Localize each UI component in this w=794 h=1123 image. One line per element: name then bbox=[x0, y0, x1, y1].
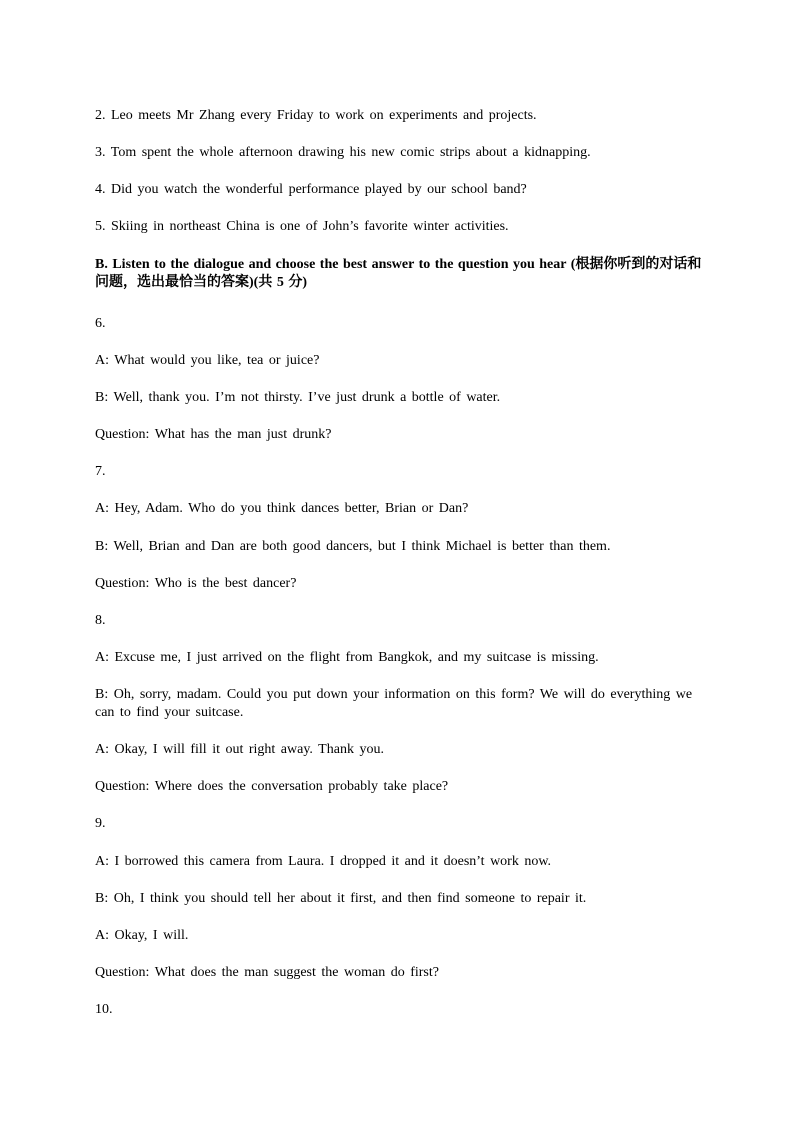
q10-number: 10. bbox=[95, 1002, 113, 1017]
q8-line-c: A: Okay, I will fill it out right away. Thank you. bbox=[95, 742, 384, 757]
q6-line-b: B: Well, thank you. I’m not thirsty. I’ve just drunk a bottle of water. bbox=[95, 390, 501, 405]
q7-line-b: B: Well, Brian and Dan are both good dancers, but I think Michael is better than them. bbox=[95, 539, 611, 554]
section-b-heading: B. Listen to the dialogue and choose the best answer to the question you hear (根据你听到的对话和问题，选出最恰当的答案)(共 5 分) bbox=[95, 257, 702, 290]
q8-line-a: A: Excuse me, I just arrived on the flight from Bangkok, and my suitcase is missing. bbox=[95, 650, 599, 665]
q6-question: Question: What has the man just drunk? bbox=[95, 427, 332, 442]
item-2: 2. Leo meets Mr Zhang every Friday to work on experiments and projects. bbox=[95, 108, 537, 123]
q7-number: 7. bbox=[95, 464, 106, 479]
q9-question: Question: What does the man suggest the woman do first? bbox=[95, 965, 439, 980]
q8-number: 8. bbox=[95, 613, 106, 628]
q9-line-c: A: Okay, I will. bbox=[95, 928, 189, 943]
q9-line-a: A: I borrowed this camera from Laura. I dropped it and it doesn’t work now. bbox=[95, 854, 552, 869]
item-4: 4. Did you watch the wonderful performance played by our school band? bbox=[95, 182, 527, 197]
item-5: 5. Skiing in northeast China is one of John’s favorite winter activities. bbox=[95, 219, 509, 234]
q9-number: 9. bbox=[95, 816, 106, 831]
q9-line-b: B: Oh, I think you should tell her about it first, and then find someone to repair it. bbox=[95, 891, 587, 906]
q7-line-a: A: Hey, Adam. Who do you think dances better, Brian or Dan? bbox=[95, 501, 469, 516]
q8-question: Question: Where does the conversation probably take place? bbox=[95, 779, 449, 794]
q7-question: Question: Who is the best dancer? bbox=[95, 576, 297, 591]
q6-line-a: A: What would you like, tea or juice? bbox=[95, 353, 320, 368]
item-3: 3. Tom spent the whole afternoon drawing his new comic strips about a kidnapping. bbox=[95, 145, 591, 160]
q8-line-b: B: Oh, sorry, madam. Could you put down your information on this form? We will do everything we can to find your suitcase. bbox=[95, 687, 693, 720]
q6-number: 6. bbox=[95, 316, 106, 331]
